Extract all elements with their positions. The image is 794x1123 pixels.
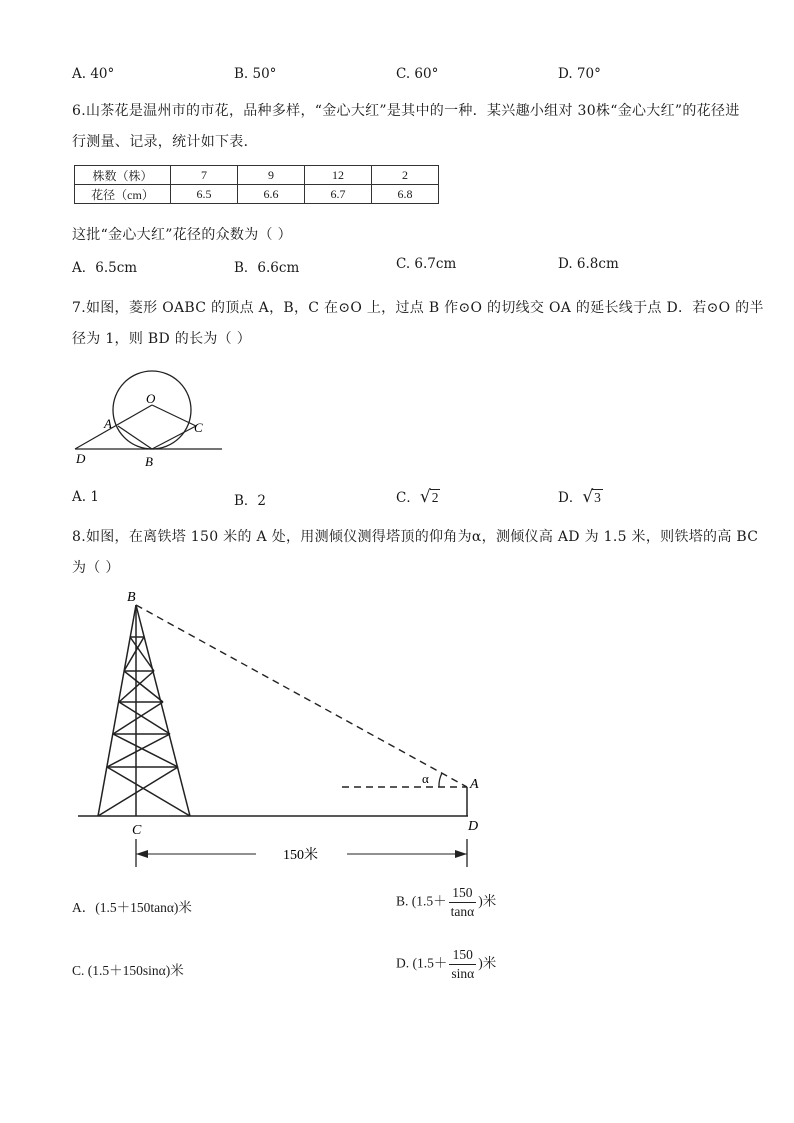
arrow-right-icon: [455, 850, 467, 858]
arrow-left-icon: [136, 850, 148, 858]
q6-option-b: B．6.6cm: [234, 260, 300, 276]
q6-stem-line2: 行测量、记录，统计如下表．: [72, 134, 258, 150]
q8-option-b: B. (1.5＋ $\frac{150}{\tan\alpha}$ )米: [396, 885, 497, 919]
label-d: D: [76, 451, 86, 466]
table-cell: 株数（株）: [75, 166, 171, 185]
q7-option-c: C．√2: [396, 487, 439, 507]
label-d: D: [468, 819, 479, 834]
q7-option-b: B．2: [234, 493, 267, 509]
tower-icon: [98, 605, 190, 816]
table-row: [75, 166, 439, 185]
angle-alpha-arc: [439, 773, 442, 787]
q8-option-a: A．(1.5＋150tanα)米: [72, 900, 192, 915]
q5-option-d: D. 70°: [558, 66, 601, 82]
q5-option-b: B. 50°: [234, 66, 277, 82]
q8-option-d: D. (1.5＋ $\frac{150}{\sin\alpha}$ )米: [396, 947, 497, 981]
sqrt-radicand: 2: [431, 490, 439, 505]
fraction: $\frac{150}{\tan\alpha}$: [450, 885, 475, 919]
sqrt-radicand: 3: [594, 490, 601, 505]
q7-option-d: D．√3: [558, 487, 601, 507]
label-c: C: [132, 823, 142, 838]
table-cell: 7: [171, 166, 238, 185]
table-cell: 9: [238, 166, 305, 185]
q8-tower-figure: [70, 585, 510, 875]
table-cell: 6.6: [238, 185, 305, 204]
q6-option-d: D. 6.8cm: [558, 256, 619, 272]
sight-line-ab: [136, 605, 467, 787]
label-a: A: [470, 777, 479, 792]
q8-stem-line2: 为（ ）: [72, 560, 120, 576]
table-row: [75, 185, 439, 204]
label-a: A: [104, 416, 112, 431]
table-cell: 花径（cm）: [75, 185, 171, 204]
q6-question: 这批“金心大红”花径的众数为（ ）: [72, 227, 292, 243]
q6-option-a: A．6.5cm: [72, 260, 138, 276]
q8-option-c: C. (1.5＋150sinα)米: [72, 963, 184, 978]
label-c: C: [194, 420, 203, 435]
table-cell: 6.7: [305, 185, 372, 204]
segment-bc: [152, 426, 196, 449]
label-distance: 150米: [283, 848, 318, 863]
q6-stem-line1: 6.山茶花是温州市的市花，品种多样，“金心大红”是其中的一种．某兴趣小组对 30株“金心大红”的花径进: [72, 103, 740, 119]
q7-stem-line2: 径为 1，则 BD 的长为（ ）: [72, 331, 252, 347]
table-cell: 6.8: [372, 185, 439, 204]
circle-o: [113, 371, 191, 449]
label-alpha: α: [422, 771, 429, 786]
q7-stem-line1: 7.如图，菱形 OABC 的顶点 A，B，C 在⊙O 上，过点 B 作⊙O 的切线交 OA 的延长线于点 D．若⊙O 的半: [72, 300, 764, 316]
q5-option-a: A. 40°: [72, 66, 115, 82]
table-cell: 12: [305, 166, 372, 185]
q8-stem-line1: 8.如图，在离铁塔 150 米的 A 处，用测倾仪测得塔顶的仰角为α，测倾仪高 AD 为 1.5 米，则铁塔的高 BC: [72, 529, 759, 545]
q6-option-c: C. 6.7cm: [396, 256, 457, 272]
label-o: O: [146, 391, 156, 406]
q5-option-c: C. 60°: [396, 66, 439, 82]
q6-data-table: [74, 165, 439, 204]
table-cell: 6.5: [171, 185, 238, 204]
label-b: B: [145, 454, 153, 469]
q7-rhombus-circle-figure: [70, 360, 230, 470]
label-b: B: [127, 590, 136, 605]
sqrt-icon: √: [582, 487, 594, 507]
table-cell: 2: [372, 166, 439, 185]
fraction: $\frac{150}{\sin\alpha}$: [451, 947, 475, 981]
sqrt-icon: √: [419, 487, 431, 507]
segment-oc: [152, 405, 196, 426]
q7-option-a: A. 1: [72, 489, 99, 505]
